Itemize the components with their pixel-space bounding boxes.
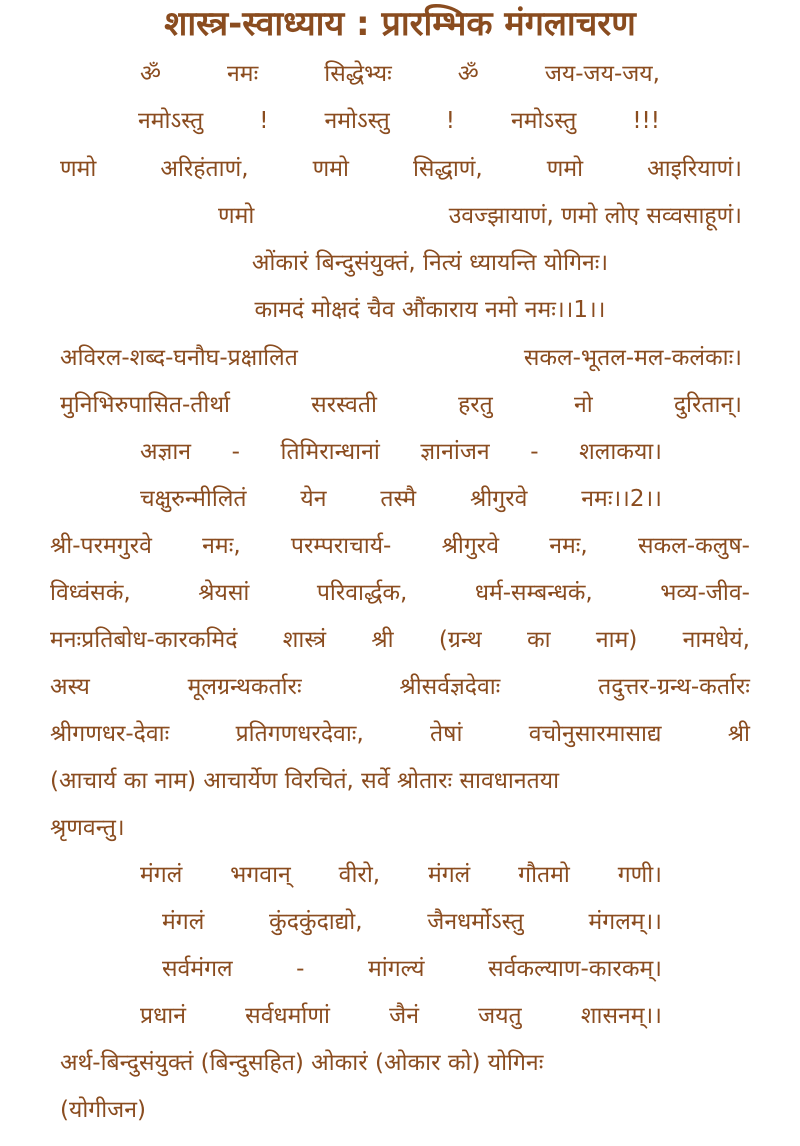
prose-word: श्री-परमगुरवे — [50, 533, 152, 559]
prose-word: (ग्रन्थ — [438, 627, 482, 653]
verse-word: श्रीगुरवे — [470, 486, 528, 512]
verse-word: आइरियाणं। — [647, 156, 742, 182]
verse-word: जय-जय-जय, — [544, 61, 660, 87]
verse-word: मंगलं — [162, 909, 205, 935]
verse1-line-2 — [138, 104, 660, 138]
prose-word: शास्त्रं — [282, 627, 327, 653]
verse1-line-5 — [200, 246, 660, 280]
prose-word: वचोनुसारमासाद्य — [528, 721, 662, 747]
verse-word: अज्ञान — [140, 439, 192, 465]
verse-word: सर्वकल्याण-कारकम्। — [488, 956, 662, 982]
prose-line-1 — [50, 529, 750, 563]
prose-word: नाम) — [595, 627, 638, 653]
meaning-text: अर्थ-बिन्दुसंयुक्तं (बिन्दुसहित) ओकारं (ओकार को) योगिनः — [60, 1050, 544, 1076]
prose-word: श्रीगुरवे — [441, 533, 499, 559]
prose-word: परिवार्द्धक, — [316, 580, 408, 606]
verse3-line-2 — [162, 905, 662, 939]
verse-word: नो — [573, 392, 593, 418]
om-word: ॐ — [457, 61, 479, 87]
verse-word: शासनम्।। — [580, 1003, 662, 1029]
verse-word: गणी। — [617, 862, 662, 888]
prose-line-5 — [50, 717, 750, 751]
prose-word: नामधेयं, — [682, 627, 750, 653]
prose-line-4 — [50, 670, 750, 704]
prose-word: नमः, — [549, 533, 588, 559]
verse-word: - — [231, 439, 240, 465]
verse3-line-4 — [140, 999, 662, 1033]
verse2-line-3 — [140, 435, 662, 469]
verse-word: सिद्धाणं, — [412, 156, 483, 182]
verse-word: जैनं — [389, 1003, 419, 1029]
prose-word: मनःप्रतिबोध-कारकमिदं — [50, 627, 238, 653]
prose-word: श्रीसर्वज्ञदेवाः — [399, 674, 501, 700]
meaning-line-2 — [60, 1093, 740, 1127]
prose-word: सकल-कलुष- — [637, 533, 750, 559]
verse-word: - — [296, 956, 305, 982]
prose-line-6 — [50, 764, 750, 798]
prose-word: श्रेयसां — [198, 580, 250, 606]
verse-word: उवज्झायाणं, णमो लोए सव्वसाहूणं। — [448, 203, 742, 229]
verse-word: अरिहंताणं, — [160, 156, 249, 182]
prose-word: का — [526, 627, 551, 653]
verse-word: णमो — [546, 156, 584, 182]
prose-word: अस्य — [50, 674, 90, 700]
meaning-line-1 — [60, 1046, 740, 1080]
verse-word: - — [530, 439, 539, 465]
verse-word: सर्वधर्माणां — [245, 1003, 330, 1029]
verse3-line-3 — [162, 952, 662, 986]
prose-word: श्री — [727, 721, 750, 747]
verse-word: अविरल-शब्द-घनौघ-प्रक्षालित — [60, 345, 298, 371]
verse-word: जैनधर्मोऽस्तु — [427, 909, 524, 935]
verse-word: येन — [300, 486, 327, 512]
verse1-line-4 — [218, 199, 742, 233]
verse-word: वीरो, — [338, 862, 381, 888]
meaning-text: (योगीजन) — [60, 1097, 146, 1123]
prose-line-text: श्रृणवन्तु। — [50, 815, 125, 841]
verse-word: नमोऽस्तु — [138, 108, 204, 134]
verse2-line-4 — [140, 482, 662, 516]
verse1-line-3 — [60, 152, 742, 186]
prose-word: मूलग्रन्थकर्तारः — [187, 674, 302, 700]
verse-word: ! — [259, 108, 269, 134]
verse-word: जयतु — [478, 1003, 522, 1029]
verse-word: णमो — [60, 156, 97, 182]
verse-line-text: कामदं मोक्षदं चैव औंकाराय नमो नमः।।1।। — [254, 297, 606, 323]
prose-word: श्री — [371, 627, 394, 653]
verse-word: चक्षुरुन्मीलितं — [140, 486, 247, 512]
verse-word: !!! — [632, 108, 660, 134]
verse1-line-6 — [200, 293, 660, 327]
verse-word: णमो — [312, 156, 349, 182]
verse-word: तिमिरान्धानां — [280, 439, 380, 465]
verse-word: हरतु — [458, 392, 493, 418]
page-title: शास्त्र-स्वाध्याय : प्रारम्भिक मंगलाचरण — [164, 4, 636, 44]
verse-word: मंगलं — [427, 862, 471, 888]
verse-line-text: ओंकारं बिन्दुसंयुक्तं, नित्यं ध्यायन्ति योगिनः। — [251, 250, 609, 276]
verse-word: सरस्वती — [311, 392, 377, 418]
om-word: ॐ — [140, 61, 161, 87]
verse-word: मंगलं — [140, 862, 183, 888]
prose-word: श्रीगणधर-देवाः — [50, 721, 170, 747]
prose-word: तदुत्तर-ग्रन्थ-कर्तारः — [598, 674, 750, 700]
verse2-line-1 — [60, 341, 742, 375]
prose-word: विध्वंसकं, — [50, 580, 131, 606]
verse-word: ! — [445, 108, 456, 134]
verse-word: सर्वमंगल — [162, 956, 233, 982]
verse-word: मांगल्यं — [368, 956, 425, 982]
prose-line-text: (आचार्य का नाम) आचार्येण विरचितं, सर्वे श्रोतारः सावधानतया — [50, 768, 560, 794]
verse-word: नमः — [227, 61, 259, 87]
verse-word: नमोऽस्तु — [324, 108, 390, 134]
prose-word: नमः, — [202, 533, 241, 559]
prose-line-3 — [50, 623, 750, 657]
prose-word: प्रतिगणधरदेवाः, — [235, 721, 364, 747]
verse-word: नमः।।2।। — [581, 486, 662, 512]
verse-word: भगवान् — [230, 862, 291, 888]
verse-word: दुरितान्। — [673, 392, 742, 418]
verse-word: सिद्धेभ्यः — [324, 61, 392, 87]
verse-word: तस्मै — [380, 486, 417, 512]
verse-word: प्रधानं — [140, 1003, 186, 1029]
verse-word: णमो — [218, 203, 255, 229]
prose-word: परम्पराचार्य- — [290, 533, 392, 559]
verse-word: ज्ञानांजन — [420, 439, 490, 465]
prose-word: भव्य-जीव- — [660, 580, 750, 606]
prose-line-7 — [50, 811, 750, 845]
verse-word: मंगलम्।। — [588, 909, 662, 935]
verse-word: गौतमो — [518, 862, 570, 888]
verse-word: कुंदकुंदाद्यो, — [269, 909, 363, 935]
prose-word: तेषां — [430, 721, 463, 747]
verse1-line-1 — [140, 57, 660, 91]
verse3-line-1 — [140, 858, 662, 892]
verse-word: सकल-भूतल-मल-कलंकाः। — [523, 345, 742, 371]
verse-word: मुनिभिरुपासित-तीर्था — [60, 392, 231, 418]
prose-line-2 — [50, 576, 750, 610]
verse2-line-2 — [60, 388, 742, 422]
prose-word: धर्म-सम्बन्धकं, — [474, 580, 593, 606]
verse-word: नमोऽस्तु — [511, 108, 577, 134]
verse-word: शलाकया। — [579, 439, 662, 465]
